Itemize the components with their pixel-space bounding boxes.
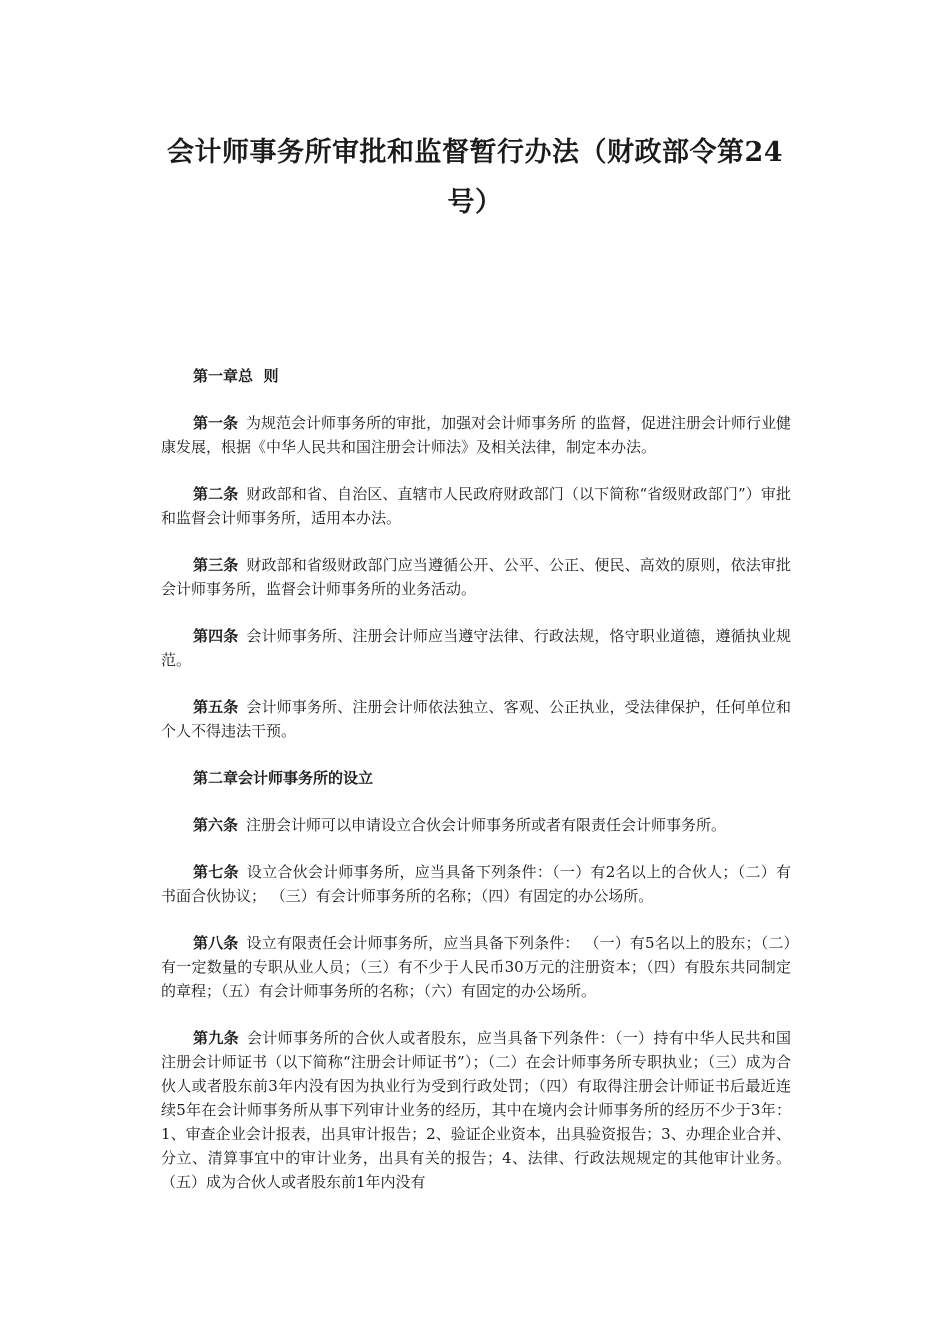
article-number: 第七条 bbox=[193, 863, 239, 881]
chapter-heading: 第二章会计师事务所的设立 bbox=[193, 769, 374, 787]
article-text: 财政部和省、自治区、直辖市人民政府财政部门（以下简称“省级财政部门”）审批和监督会计师事务所，适用本办法。 bbox=[161, 485, 791, 527]
article-1 bbox=[161, 411, 791, 459]
article-text: 会计师事务所、注册会计师依法独立、客观、公正执业，受法律保护，任何单位和个人不得违法干预。 bbox=[161, 698, 791, 740]
article-7 bbox=[161, 860, 791, 908]
article-number: 第二条 bbox=[193, 485, 239, 503]
article-number: 第八条 bbox=[193, 934, 239, 952]
article-text: 设立有限责任会计师事务所，应当具备下列条件： （一）有5名以上的股东；（二）有一定数量的专职从业人员；（三）有不少于人民币30万元的注册资本；（四）有股东共同制定的章程；（五）有会计师事务所的名称；（六）有固定的办公场所。 bbox=[161, 934, 791, 1000]
article-3 bbox=[161, 553, 791, 601]
article-text: 财政部和省级财政部门应当遵循公开、公平、公正、便民、高效的原则，依法审批会计师事务所，监督会计师事务所的业务活动。 bbox=[161, 556, 791, 598]
article-text: 会计师事务所、注册会计师应当遵守法律、行政法规，恪守职业道德，遵循执业规范。 bbox=[161, 627, 791, 669]
article-number: 第一条 bbox=[193, 414, 239, 432]
article-number: 第五条 bbox=[193, 698, 239, 716]
article-5 bbox=[161, 695, 791, 743]
document-body bbox=[161, 364, 791, 1217]
article-8 bbox=[161, 931, 791, 1003]
article-9 bbox=[161, 1026, 791, 1194]
article-number: 第六条 bbox=[193, 816, 239, 834]
document-title: 会计师事务所审批和监督暂行办法（财政部令第24号） bbox=[166, 137, 784, 218]
article-number: 第九条 bbox=[193, 1029, 239, 1047]
article-number: 第四条 bbox=[193, 627, 239, 645]
article-text: 设立合伙会计师事务所，应当具备下列条件：（一）有2名以上的合伙人；（二）有书面合伙协议； （三）有会计师事务所的名称；（四）有固定的办公场所。 bbox=[161, 863, 791, 905]
article-2 bbox=[161, 482, 791, 530]
article-number: 第三条 bbox=[193, 556, 239, 574]
article-text: 为规范会计师事务所的审批，加强对会计师事务所 的监督，促进注册会计师行业健康发展，根据《中华人民共和国注册会计师法》及相关法律，制定本办法。 bbox=[161, 414, 791, 456]
article-4 bbox=[161, 624, 791, 672]
article-text: 注册会计师可以申请设立合伙会计师事务所或者有限责任会计师事务所。 bbox=[246, 816, 727, 834]
chapter-heading: 第一章总 则 bbox=[193, 367, 279, 385]
article-6 bbox=[161, 813, 791, 837]
article-text: 会计师事务所的合伙人或者股东，应当具备下列条件：（一）持有中华人民共和国注册会计师证书（以下简称“注册会计师证书”）；（二）在会计师事务所专职执业；（三）成为合伙人或者股东前3年内没有因为执业行为受到行政处罚；（四）有取得注册会计师证书后最近连续5年在会计师事务所从事下列审计业务的经历，其中在境内会计师事务所的经历不少于3年：1、审查企业会计报表，出具审计报告；2、验证企业资本，出具验资报告；3、办理企业合并、分立、清算事宜中的审计业务，出具有关的报告；4、法律、行政法规规定的其他审计业务。（五）成为合伙人或者股东前1年内没有 bbox=[161, 1029, 791, 1191]
